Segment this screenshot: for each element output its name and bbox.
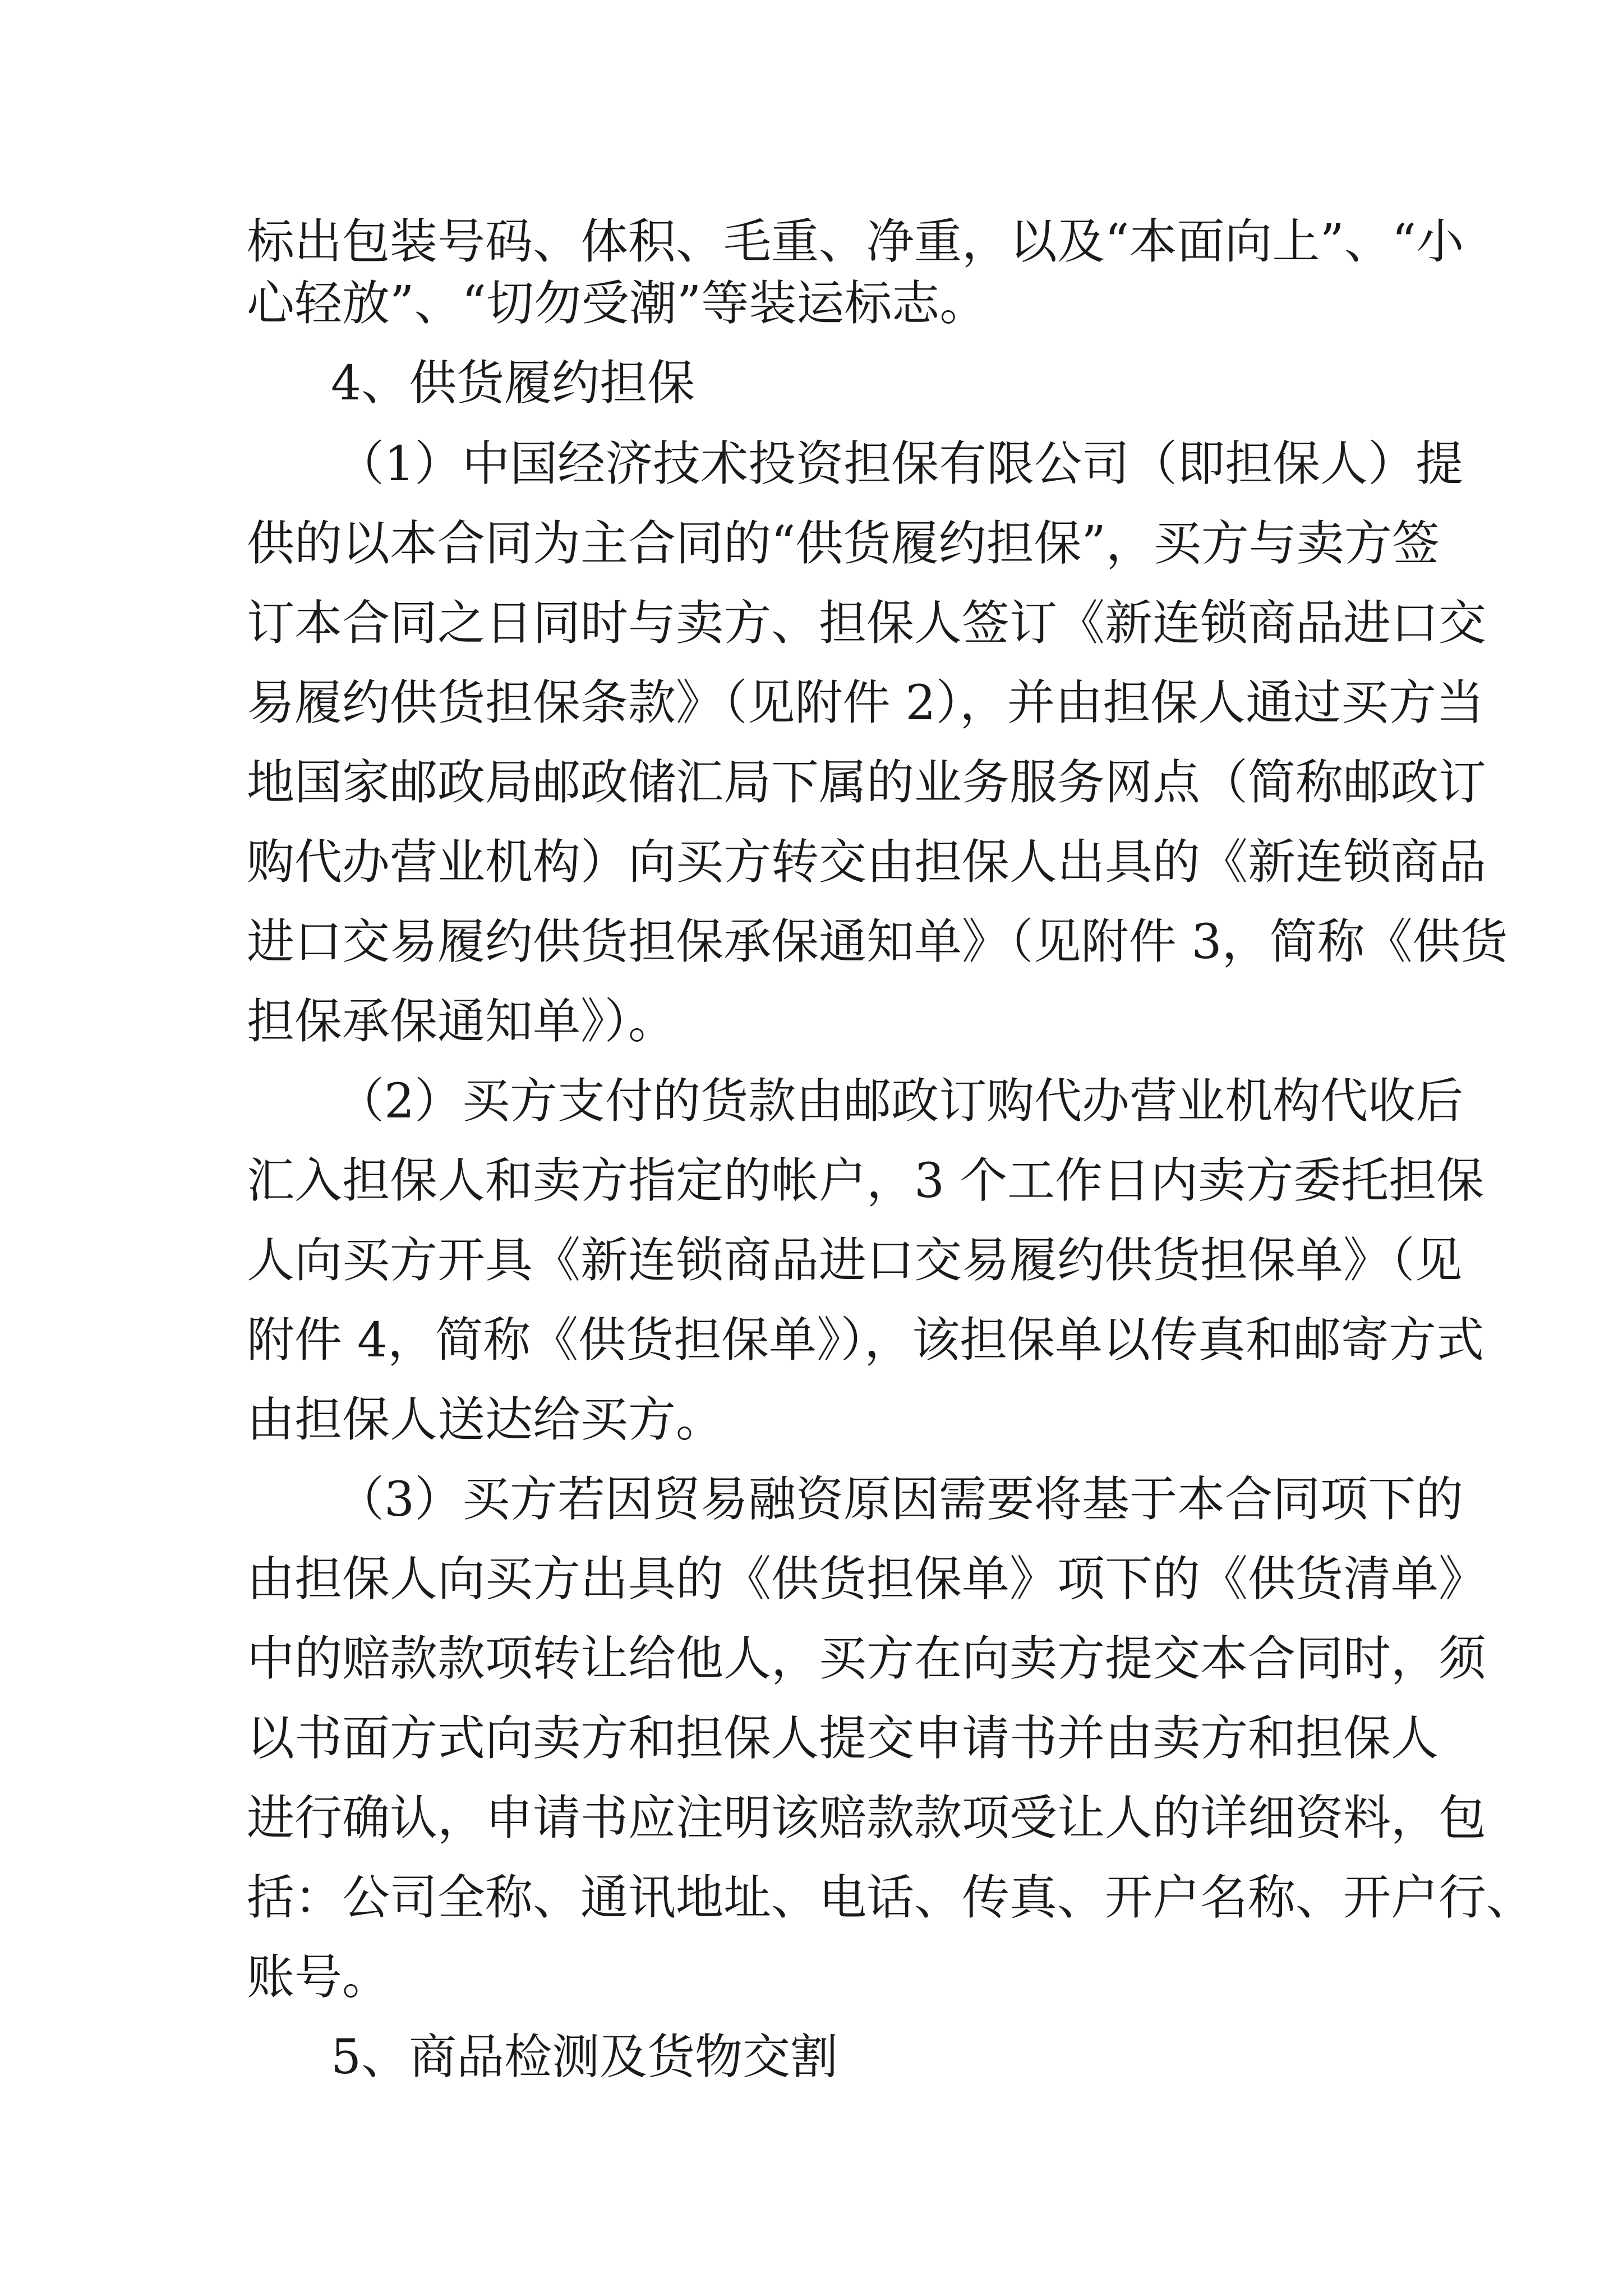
text-line: 担保承保通知单》）。: [247, 994, 676, 1050]
text-line: （3）买方若因贸易融资原因需要将基于本合同项下的: [336, 1472, 1464, 1527]
text-line: （2）买方支付的货款由邮政订购代办营业机构代收后: [336, 1074, 1464, 1129]
text-line: 供的以本合同为主合同的“供货履约担保”，买方与卖方签: [247, 516, 1440, 572]
text-line: 由担保人送达给买方。: [247, 1392, 724, 1448]
text-line: 标出包装号码、体积、毛重、净重，以及“本面向上”、“小: [247, 214, 1464, 270]
section-heading: 4、供货履约担保: [331, 356, 695, 411]
text-line: 括：公司全称、通讯地址、电话、传真、开户名称、开户行、: [247, 1870, 1534, 1926]
text-line: 人向买方开具《新连锁商品进口交易履约供货担保单》（见: [247, 1233, 1463, 1289]
text-line: 账号。: [247, 1950, 390, 2005]
text-line: 附件 4，简称《供货担保单》），该担保单以传真和邮寄方式: [247, 1313, 1484, 1368]
text-line: 以书面方式向卖方和担保人提交申请书并由卖方和担保人: [247, 1711, 1439, 1766]
text-line: 订本合同之日同时与卖方、担保人签订《新连锁商品进口交: [247, 596, 1487, 651]
text-line: 进口交易履约供货担保承保通知单》（见附件 3，简称《供货: [247, 914, 1508, 970]
text-line: 购代办营业机构）向买方转交由担保人出具的《新连锁商品: [247, 835, 1487, 890]
text-line: （1）中国经济技术投资担保有限公司（即担保人）提: [336, 436, 1464, 492]
text-line: 由担保人向买方出具的《供货担保单》项下的《供货清单》: [247, 1552, 1487, 1607]
text-line: 地国家邮政局邮政储汇局下属的业务服务网点（简称邮政订: [247, 755, 1487, 811]
section-heading: 5、商品检测及货物交割: [331, 2030, 838, 2085]
text-line: 易履约供货担保条款》（见附件 2），并由担保人通过买方当: [247, 675, 1484, 731]
text-line: 中的赔款款项转让给他人，买方在向卖方提交本合同时，须: [247, 1631, 1487, 1687]
text-line: 汇入担保人和卖方指定的帐户，3 个工作日内卖方委托担保: [247, 1153, 1484, 1209]
text-line: 心轻放”、“切勿受潮”等装运标志。: [247, 276, 988, 332]
text-line: 进行确认，申请书应注明该赔款款项受让人的详细资料，包: [247, 1791, 1487, 1846]
